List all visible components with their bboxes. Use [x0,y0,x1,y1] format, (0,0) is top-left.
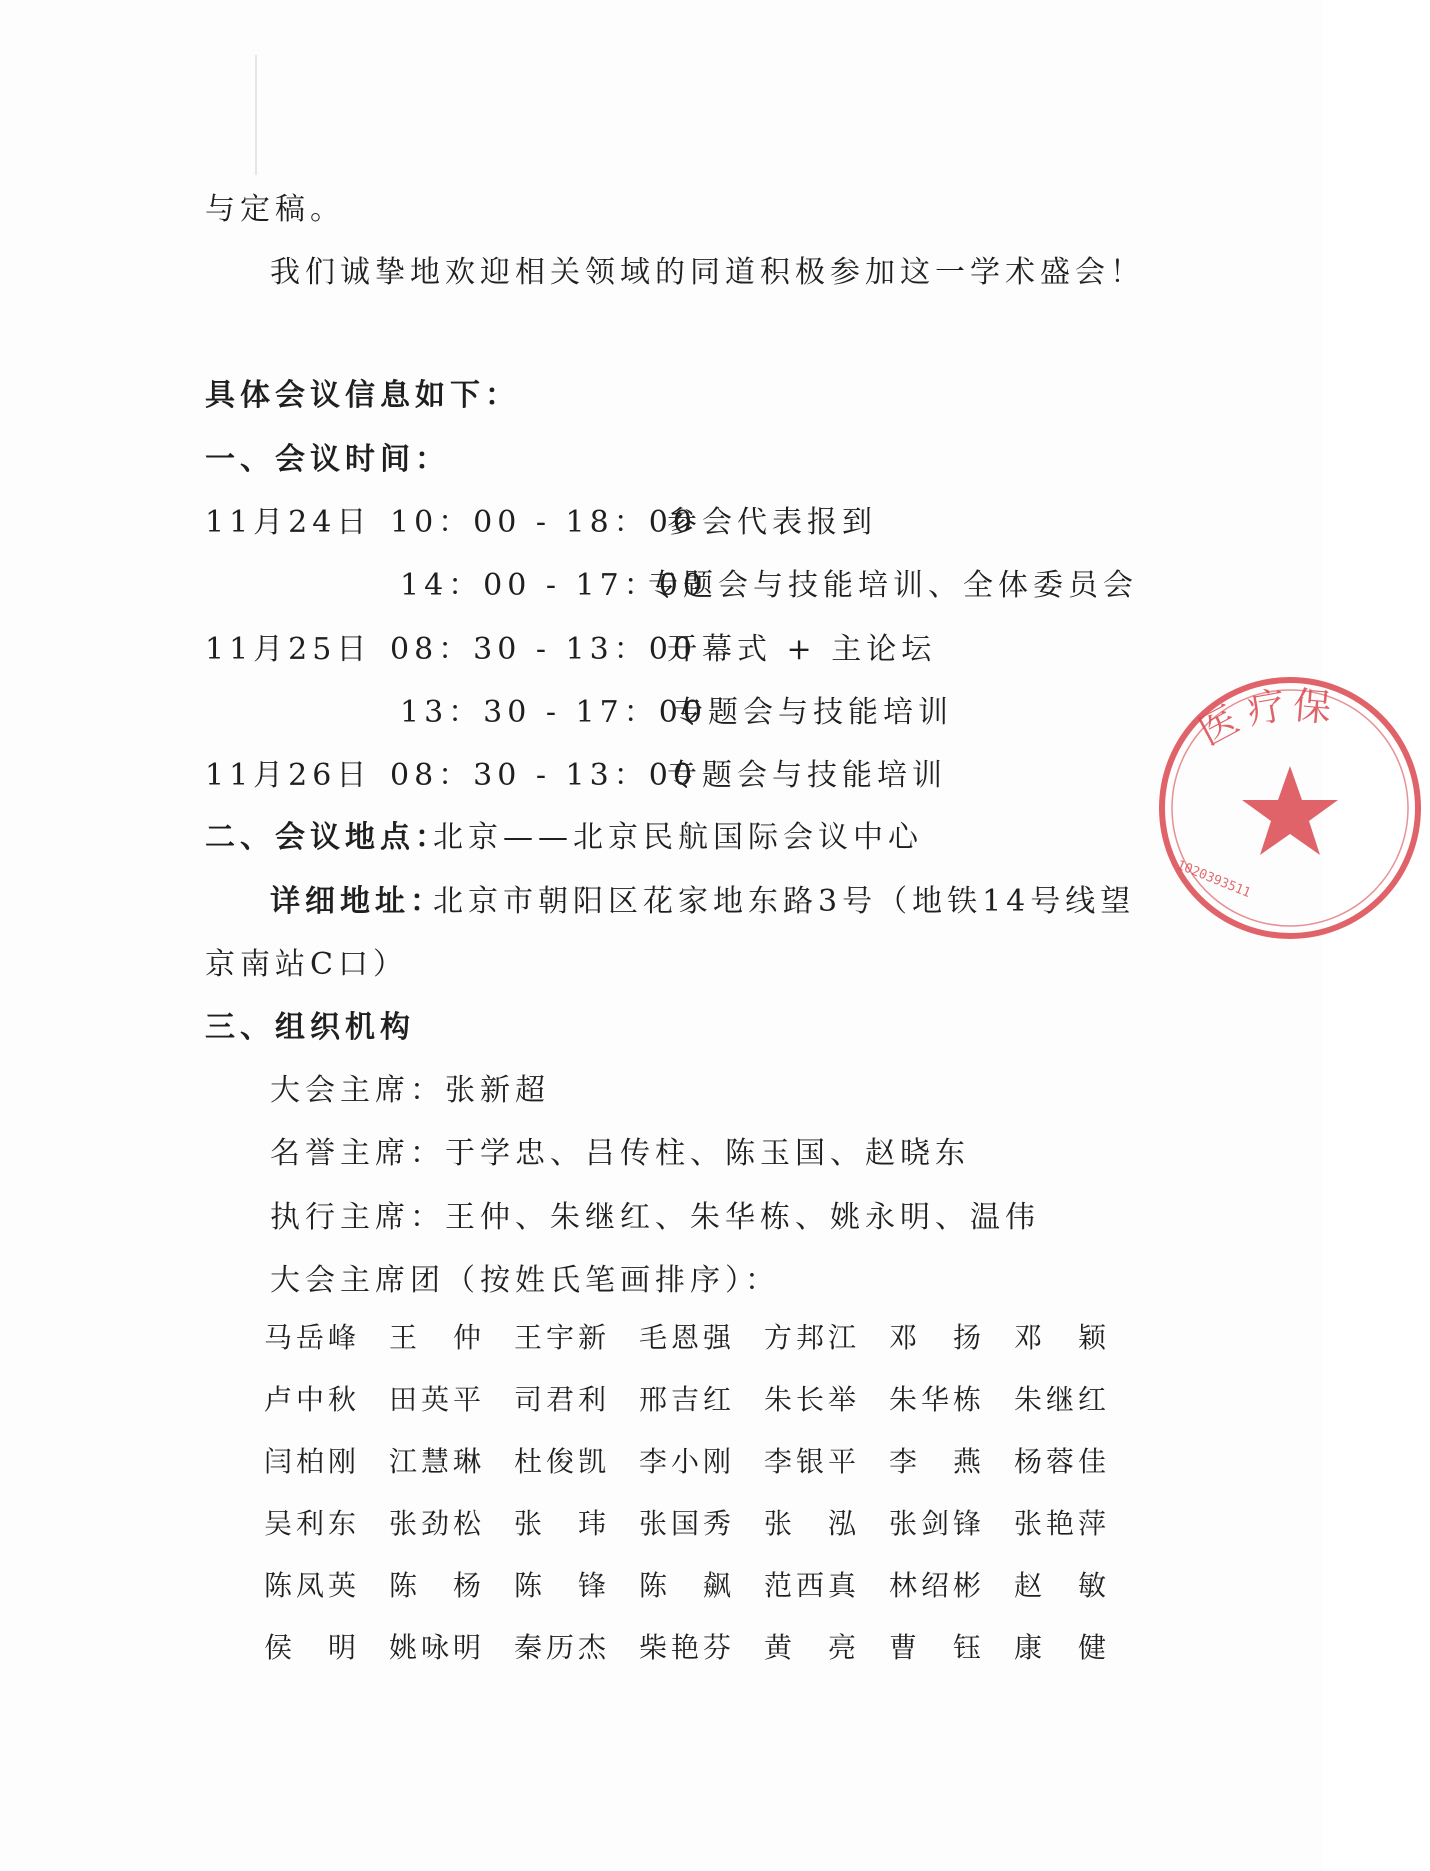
presidium-name: 方 邦 江 [764,1321,856,1354]
presidium-name: 邓 颖 [1014,1321,1106,1354]
section-venue-value: 北京——北京民航国际会议中心 [433,820,923,855]
presidium-name: 陈 杨 [389,1569,481,1602]
presidium-name: 吴 利 东 [264,1507,356,1540]
info-heading: 具体会议信息如下： [205,378,520,413]
presidium-name: 曹 钰 [889,1631,981,1664]
presidium-name: 朱 华 栋 [889,1383,981,1416]
presidium-title: 大会主席团（按姓氏笔画排序）： [270,1263,780,1298]
svg-text:疗: 疗 [1243,682,1290,733]
honorary-chairs-line: 名誉主席：于学忠、吕传柱、陈玉国、赵晓东 [270,1136,970,1171]
schedule-time: 13：30 - 17：00 [400,695,707,730]
schedule-desc: 专题会与技能培训 [673,695,953,730]
presidium-name: 张 玮 [514,1507,606,1540]
presidium-name: 卢 中 秋 [264,1383,356,1416]
svg-text:保: 保 [1291,683,1333,731]
text-continuation: 与定稿。 [205,192,345,227]
presidium-name: 张 泓 [764,1507,856,1540]
presidium-name: 陈 飙 [639,1569,731,1602]
schedule-desc: 开幕式 + 主论坛 [667,632,937,667]
address-label: 详细地址： [270,884,445,919]
schedule-date: 11月25日 [205,632,372,667]
schedule-desc: 专题会与技能培训、全体委员会 [648,568,1138,603]
address-value: 北京市朝阳区花家地东路3号（地铁14号线望 [433,884,1136,919]
presidium-name: 李 燕 [889,1445,981,1478]
presidium-name: 张 艳 萍 [1014,1507,1106,1540]
schedule-time: 10：00 - 18：00 [390,505,697,540]
presidium-name: 张 国 秀 [639,1507,731,1540]
presidium-name: 秦 历 杰 [514,1631,606,1664]
schedule-desc: 参会代表报到 [667,505,877,540]
presidium-name: 林 绍 彬 [889,1569,981,1602]
presidium-name: 张 剑 锋 [889,1507,981,1540]
schedule-date: 11月26日 [205,758,372,793]
svg-text:医: 医 [1191,697,1246,754]
schedule-time: 08：30 - 13：00 [390,632,697,667]
presidium-name: 田 英 平 [389,1383,481,1416]
presidium-name: 司 君 利 [514,1383,606,1416]
presidium-row [264,1380,1106,1420]
presidium-name: 范 西 真 [764,1569,856,1602]
presidium-row [264,1318,1106,1358]
presidium-name: 邢 吉 红 [639,1383,731,1416]
presidium-name: 马 岳 峰 [264,1321,356,1354]
presidium-name: 康 健 [1014,1631,1106,1664]
welcome-paragraph: 我们诚挚地欢迎相关领域的同道积极参加这一学术盛会！ [270,255,1145,290]
presidium-row [264,1504,1106,1544]
presidium-name: 杨 蓉 佳 [1014,1445,1106,1478]
presidium-name: 杜 俊 凯 [514,1445,606,1478]
section-venue-label: 二、会议地点： [205,820,450,855]
svg-text:1020393511: 1020393511 [1174,857,1253,902]
section-org-title: 三、组织机构 [205,1010,415,1045]
presidium-name: 张 劲 松 [389,1507,481,1540]
presidium-name: 朱 继 红 [1014,1383,1106,1416]
presidium-name: 黄 亮 [764,1631,856,1664]
presidium-name: 陈 凤 英 [264,1569,356,1602]
schedule-time: 08：30 - 13：00 [390,758,697,793]
section-time-title: 一、会议时间： [205,442,450,477]
presidium-name: 姚 咏 明 [389,1631,481,1664]
presidium-name: 闫 柏 刚 [264,1445,356,1478]
presidium-name: 赵 敏 [1014,1569,1106,1602]
presidium-name: 朱 长 举 [764,1383,856,1416]
presidium-name: 柴 艳 芬 [639,1631,731,1664]
presidium-name: 李 小 刚 [639,1445,731,1478]
presidium-name: 李 银 平 [764,1445,856,1478]
presidium-name: 侯 明 [264,1631,356,1664]
schedule-desc: 专题会与技能培训 [667,758,947,793]
presidium-name: 王 仲 [389,1321,481,1354]
presidium-name: 江 慧 琳 [389,1445,481,1478]
presidium-name: 王 宇 新 [514,1321,606,1354]
red-seal-stamp [1150,668,1333,948]
presidium-row [264,1566,1106,1606]
schedule-date: 11月24日 [205,505,372,540]
presidium-name: 陈 锋 [514,1569,606,1602]
presidium-name: 毛 恩 强 [639,1321,731,1354]
schedule-time: 14：00 - 17：00 [400,568,707,603]
presidium-row [264,1628,1106,1668]
executive-chairs-line: 执行主席：王仲、朱继红、朱华栋、姚永明、温伟 [270,1200,1040,1235]
presidium-name: 邓 扬 [889,1321,981,1354]
scan-artifact-line [255,55,257,175]
chair-line: 大会主席：张新超 [270,1073,550,1108]
address-continuation: 京南站C口） [205,947,408,982]
presidium-row [264,1442,1106,1482]
